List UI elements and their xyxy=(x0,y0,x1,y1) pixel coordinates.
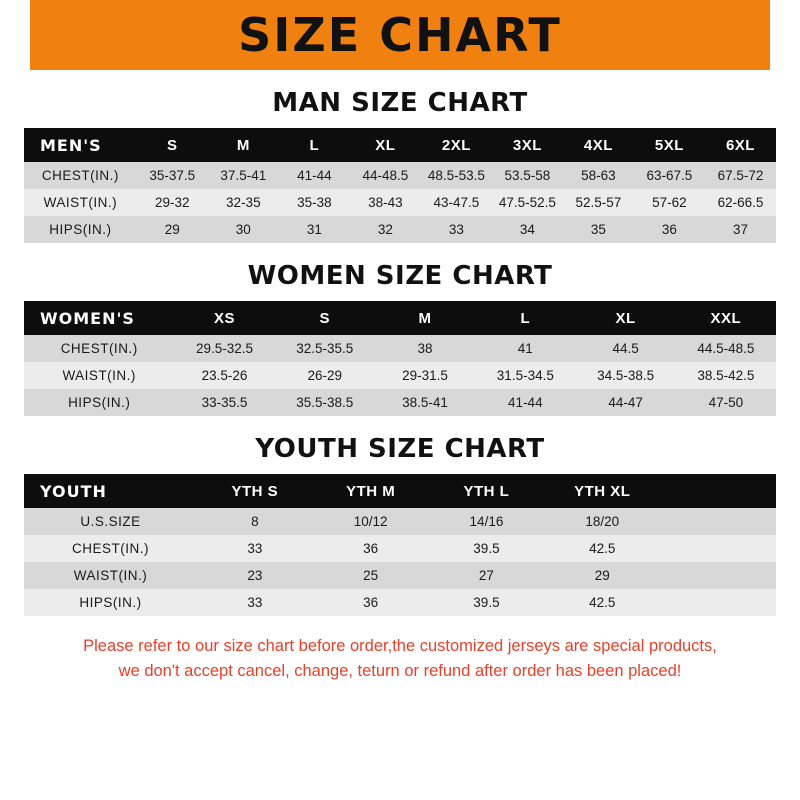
youth-size-table xyxy=(24,474,776,616)
women-waist-m: 29-31.5 xyxy=(402,368,448,383)
banner-right-notch xyxy=(770,0,800,70)
youth-hips-ythl: 39.5 xyxy=(473,595,500,610)
youth-chest-ythxl: 42.5 xyxy=(589,541,616,556)
table-row xyxy=(24,216,776,243)
women-hips-l: 41-44 xyxy=(508,395,543,410)
page-title: SIZE CHART xyxy=(238,8,562,62)
men-chest-s: 35-37.5 xyxy=(149,168,196,183)
women-header-label: WOMEN'S xyxy=(40,308,135,328)
women-hips-label: HIPS(IN.) xyxy=(68,395,131,410)
women-chest-m: 38 xyxy=(417,341,433,356)
women-header-s: S xyxy=(319,309,331,327)
men-hips-5xl: 36 xyxy=(661,222,677,237)
youth-ussize-ythm: 10/12 xyxy=(353,514,388,529)
men-waist-s: 29-32 xyxy=(155,195,190,210)
youth-hips-label: HIPS(IN.) xyxy=(79,595,142,610)
men-header-6xl: 6XL xyxy=(725,136,755,154)
men-hips-m: 30 xyxy=(235,222,251,237)
youth-header-yths: YTH S xyxy=(231,482,279,500)
men-hips-label: HIPS(IN.) xyxy=(49,222,112,237)
youth-chest-label: CHEST(IN.) xyxy=(71,541,149,556)
men-header-xl: XL xyxy=(375,136,396,154)
women-header-m: M xyxy=(418,309,432,327)
men-header-2xl: 2XL xyxy=(441,136,471,154)
men-section-title: MAN SIZE CHART xyxy=(272,88,528,118)
men-chest-l: 41-44 xyxy=(297,168,332,183)
women-section-title: WOMEN SIZE CHART xyxy=(247,261,553,291)
women-waist-xl: 34.5-38.5 xyxy=(597,368,655,383)
table-row xyxy=(24,189,776,216)
table-row xyxy=(24,335,776,362)
youth-header-label: YOUTH xyxy=(40,481,107,501)
table-header-row xyxy=(24,301,776,335)
table-row xyxy=(24,562,776,589)
policy-note xyxy=(24,634,776,684)
men-hips-3xl: 34 xyxy=(519,222,535,237)
women-waist-s: 26-29 xyxy=(307,368,343,383)
men-hips-s: 29 xyxy=(164,222,180,237)
women-header-xxl: XXL xyxy=(710,309,742,327)
youth-waist-yths: 23 xyxy=(247,568,263,583)
women-header-l: L xyxy=(520,309,531,327)
women-hips-xs: 33-35.5 xyxy=(201,395,248,410)
table-header-row xyxy=(24,474,776,508)
youth-header-empty xyxy=(660,474,776,508)
men-chest-m: 37.5-41 xyxy=(220,168,267,183)
policy-note-line-1: Please refer to our size chart before order,the customized jerseys are special products, xyxy=(83,637,717,655)
men-chest-2xl: 48.5-53.5 xyxy=(427,168,485,183)
women-waist-l: 31.5-34.5 xyxy=(496,368,554,383)
youth-chest-ythm: 36 xyxy=(363,541,379,556)
women-chest-s: 32.5-35.5 xyxy=(296,341,354,356)
youth-ussize-ythl: 14/16 xyxy=(469,514,504,529)
women-waist-xxl: 38.5-42.5 xyxy=(697,368,755,383)
men-header-l: L xyxy=(309,136,320,154)
chart-content xyxy=(0,88,800,684)
youth-ussize-empty xyxy=(660,508,776,535)
women-chest-xl: 44.5 xyxy=(612,341,639,356)
youth-header-ythl: YTH L xyxy=(463,482,510,500)
men-waist-m: 32-35 xyxy=(226,195,261,210)
youth-hips-empty xyxy=(660,589,776,616)
table-row xyxy=(24,589,776,616)
men-header-m: M xyxy=(236,136,250,154)
banner-left-notch xyxy=(0,0,30,70)
women-hips-m: 38.5-41 xyxy=(402,395,448,410)
youth-waist-ythl: 27 xyxy=(478,568,494,583)
women-chest-xxl: 44.5-48.5 xyxy=(697,341,755,356)
youth-chest-yths: 33 xyxy=(247,541,263,556)
men-hips-2xl: 33 xyxy=(448,222,464,237)
youth-ussize-label: U.S.SIZE xyxy=(80,514,141,529)
women-chest-label: CHEST(IN.) xyxy=(60,341,138,356)
women-hips-xxl: 47-50 xyxy=(708,395,744,410)
header-banner xyxy=(0,0,800,70)
youth-chest-empty xyxy=(660,535,776,562)
women-waist-xs: 23.5-26 xyxy=(201,368,248,383)
men-header-3xl: 3XL xyxy=(512,136,542,154)
table-row xyxy=(24,535,776,562)
youth-header-ythxl: YTH XL xyxy=(574,482,631,500)
men-waist-5xl: 57-62 xyxy=(652,195,687,210)
men-hips-l: 31 xyxy=(306,222,322,237)
men-waist-xl: 38-43 xyxy=(368,195,403,210)
women-header-xs: XS xyxy=(214,309,236,327)
men-chest-6xl: 67.5-72 xyxy=(717,168,764,183)
youth-waist-ythxl: 29 xyxy=(594,568,610,583)
men-waist-l: 35-38 xyxy=(297,195,332,210)
men-hips-xl: 32 xyxy=(377,222,393,237)
men-chest-xl: 44-48.5 xyxy=(362,168,409,183)
youth-hips-ythm: 36 xyxy=(363,595,379,610)
women-chest-xs: 29.5-32.5 xyxy=(196,341,254,356)
men-header-4xl: 4XL xyxy=(583,136,613,154)
youth-waist-empty xyxy=(660,562,776,589)
women-header-xl: XL xyxy=(615,309,636,327)
youth-ussize-ythxl: 18/20 xyxy=(585,514,620,529)
youth-section-title: YOUTH SIZE CHART xyxy=(255,434,545,464)
women-waist-label: WAIST(IN.) xyxy=(62,368,136,383)
men-chest-4xl: 58-63 xyxy=(581,168,616,183)
men-waist-6xl: 62-66.5 xyxy=(717,195,764,210)
youth-waist-label: WAIST(IN.) xyxy=(73,568,148,583)
table-header-row xyxy=(24,128,776,162)
youth-hips-yths: 33 xyxy=(247,595,263,610)
men-waist-label: WAIST(IN.) xyxy=(43,195,118,210)
women-hips-xl: 44-47 xyxy=(608,395,643,410)
men-header-5xl: 5XL xyxy=(654,136,684,154)
women-size-table xyxy=(24,301,776,416)
men-chest-label: CHEST(IN.) xyxy=(41,168,119,183)
men-header-s: S xyxy=(167,136,178,154)
men-waist-2xl: 43-47.5 xyxy=(433,195,480,210)
table-row xyxy=(24,389,776,416)
women-hips-s: 35.5-38.5 xyxy=(296,395,354,410)
youth-ussize-yths: 8 xyxy=(251,514,259,529)
men-size-table xyxy=(24,128,776,243)
men-hips-4xl: 35 xyxy=(590,222,606,237)
youth-header-ythm: YTH M xyxy=(346,482,396,500)
women-chest-l: 41 xyxy=(517,341,533,356)
men-waist-4xl: 52.5-57 xyxy=(575,195,622,210)
policy-note-line-2: we don't accept cancel, change, teturn or refund after order has been placed! xyxy=(118,661,682,680)
table-row xyxy=(24,162,776,189)
table-row xyxy=(24,362,776,389)
men-hips-6xl: 37 xyxy=(732,222,748,237)
table-row xyxy=(24,508,776,535)
men-chest-5xl: 63-67.5 xyxy=(646,168,693,183)
men-header-label: MEN'S xyxy=(40,135,102,155)
men-chest-3xl: 53.5-58 xyxy=(504,168,551,183)
youth-waist-ythm: 25 xyxy=(363,568,379,583)
youth-hips-ythxl: 42.5 xyxy=(589,595,616,610)
men-waist-3xl: 47.5-52.5 xyxy=(498,195,556,210)
youth-chest-ythl: 39.5 xyxy=(473,541,500,556)
